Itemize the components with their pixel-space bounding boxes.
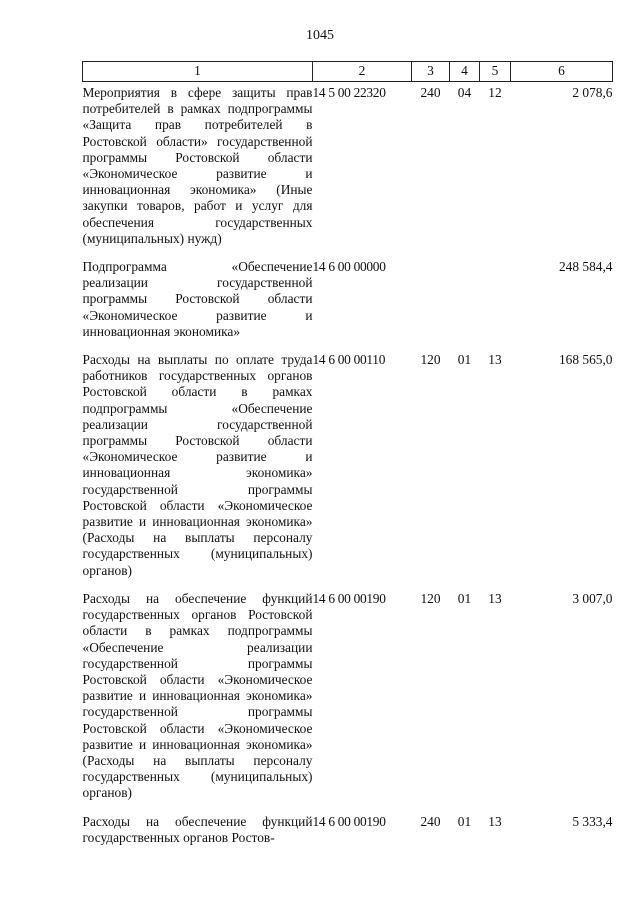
budget-table [82,61,613,846]
column-header: 4 [450,62,480,82]
row-expense-type: 120 [420,352,441,368]
row-target-code: 14 5 00 22320 [312,85,386,100]
table-header-row [83,62,613,82]
page-number: 1045 [306,28,334,43]
row-section: 01 [457,352,472,368]
column-header: 5 [480,62,511,82]
column-header: 3 [412,62,450,82]
row-amount: 248 584,4 [558,259,613,275]
table-row [83,82,613,248]
row-amount: 168 565,0 [558,352,613,368]
row-description: Расходы на обеспечение функций государственных органов Ростов- [82,813,313,845]
row-target-code: 14 6 00 00110 [312,352,386,368]
column-header: 6 [511,62,613,82]
table-row [83,579,613,802]
table-row [83,247,613,340]
row-section: 04 [457,85,472,100]
row-description: Мероприятия в сфере защиты прав потребителей в рамках подпрограммы «Защита прав потребителей в Ростовской области» государственной программы Ростовской области «Экономическое развитие и инновационная экономика» (Иные закупки товаров, работ и услуг для обеспечения государственных (муниципальных) нужд) [82,85,313,246]
row-description: Подпрограмма «Обеспечение реализации государственной программы Ростовской области «Экономическое развитие и инновационная экономика» [82,259,313,339]
table-row [83,340,613,579]
row-section [450,247,480,340]
column-header: 1 [83,62,313,82]
column-header: 2 [313,62,412,82]
row-subsection: 13 [488,352,502,368]
row-subsection: 13 [488,590,502,606]
row-expense-type: 240 [420,813,441,829]
row-subsection: 13 [488,813,502,829]
row-expense-type: 240 [420,85,441,100]
row-subsection [480,247,511,340]
row-expense-type: 120 [420,590,441,606]
row-description: Расходы на выплаты по оплате труда работников государственных органов Ростовской области в рамках подпрограммы «Обеспечение реализации государственной программы Ростовской области «Экономическое развитие и инновационная экономика» государственной программы Ростовской области «Экономическое развитие и инновационная экономика» (Расходы на выплаты персоналу государственных (муниципальных) органов) [82,352,313,578]
row-subsection: 12 [488,85,502,100]
row-expense-type [412,247,450,340]
row-description: Расходы на обеспечение функций государственных органов Ростовской области в рамках подпрограммы «Обеспечение реализации государственной программы Ростовской области «Экономическое развитие и инновационная экономика» государственной программы Ростовской области «Экономическое развитие и инновационная экономика» (Расходы на выплаты персоналу государственных (муниципальных) органов) [82,590,313,801]
row-section: 01 [457,590,472,606]
row-amount: 2 078,6 [572,85,613,100]
row-target-code: 14 6 00 00000 [312,259,386,275]
row-target-code: 14 6 00 00190 [312,813,386,829]
row-section: 01 [457,813,472,829]
row-target-code: 14 6 00 00190 [312,590,386,606]
row-amount: 5 333,4 [572,813,613,829]
row-amount: 3 007,0 [572,590,613,606]
table-row [83,802,613,846]
